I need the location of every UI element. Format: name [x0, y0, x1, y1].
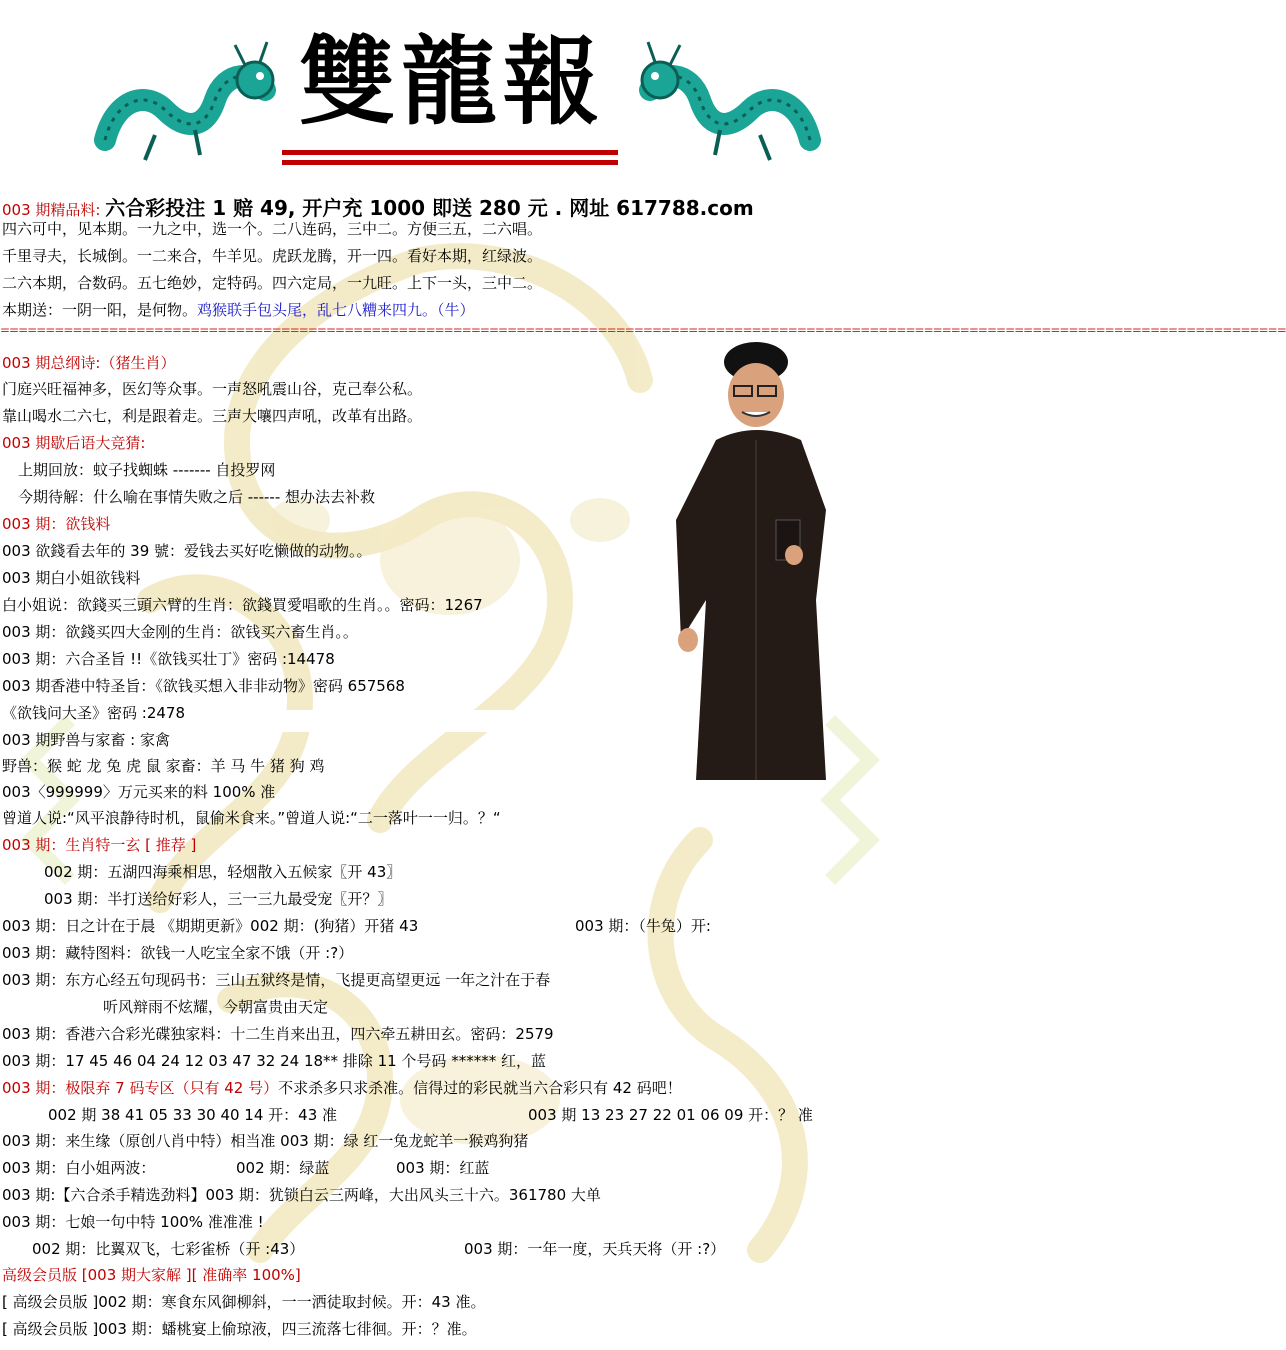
masthead — [0, 0, 900, 192]
text-segment: 003 期：白小姐两波： — [2, 1159, 156, 1177]
section-heading: 003 期总纲诗:（猪生肖） — [2, 354, 176, 372]
gift-line — [2, 297, 900, 323]
text-segment: 003 期：极限弃 7 码专区（只有 42 号） — [2, 1079, 279, 1097]
text-segment: 003 期：日之计在于晨 《期期更新》002 期：(狗猪）开猪 43 — [2, 917, 419, 935]
ad-text: 六合彩投注 1 赔 49, 开户充 1000 即送 280 元 . 网址 617788.com — [105, 196, 754, 220]
text-line: 听风辩雨不炫耀，今朝富贵由天定 — [103, 998, 329, 1016]
text-line: 003 期：香港六合彩光碟独家料：十二生肖来出丑，四六牵五耕田玄。密码：2579 — [2, 1025, 554, 1043]
text-line: 003 期：东方心经五句现码书：三山五狱终是情，飞提更高望更远 一年之汁在于春 — [2, 971, 551, 989]
text-line: 曾道人说:“风平浪静待时机，鼠偷米食来。”曾道人说:“二一落叶一一归。？“ — [2, 809, 501, 827]
section-heading: 003 期：欲钱料 — [2, 515, 111, 533]
section-heading: 003 期歇后语大竞猜: — [2, 434, 146, 452]
text-segment: 003 期：一年一度，天兵天将（开 :?） — [464, 1240, 726, 1258]
text-segment: 003 期：红蓝 — [396, 1159, 490, 1177]
text-line: [ 高级会员版 ]002 期：寒食东风御柳斜，一一洒徒取封候。开：43 准。 — [2, 1293, 486, 1311]
text-line — [2, 1236, 900, 1262]
text-line: 门庭兴旺福神多，医幻等众事。一声怒吼震山谷，克己奉公私。 — [2, 380, 423, 398]
text-line: 今期待解：什么喻在事情失败之后 ------ 想办法去补救 — [18, 488, 376, 506]
text-segment: 不求杀多只求杀准。信得过的彩民就当六合彩只有 42 码吧！ — [278, 1079, 682, 1097]
text-line — [2, 1155, 900, 1181]
left-dragon-icon — [95, 40, 275, 170]
poem-line: 四六可中，见本期。一九之中，选一个。二八连码，三中二。方便三五，二六唱。 — [2, 220, 543, 238]
text-segment: 003 期：（牛兔）开: — [575, 917, 711, 935]
section-heading: 003 期：生肖特一玄 [ 推荐 ] — [2, 836, 197, 854]
separator: ============================================================================================================================================== — [0, 323, 1286, 337]
text-line: 白小姐说：欲錢买三頭六臂的生肖：欲錢買愛唱歌的生肖。。密码：1267 — [2, 596, 483, 614]
text-line: 003 期野兽与家畜 : 家禽 — [2, 731, 170, 749]
newspaper-title: 雙龍報 — [299, 25, 605, 138]
text-line: 003 期香港中特圣旨：《欲钱买想入非非动物》密码 657568 — [2, 677, 405, 695]
text-line: 003 期白小姐欲钱料 — [2, 569, 141, 587]
poem-line: 二六本期，合数码。五七绝妙，定特码。四六定局，一九旺。上下一头，三中二。 — [2, 274, 543, 292]
text-segment: 003 期 13 23 27 22 01 06 09 开：？ 准 — [528, 1106, 813, 1124]
text-segment: 002 期 38 41 05 33 30 40 14 开：43 准 — [48, 1106, 338, 1124]
text-segment: 002 期：绿蓝 — [236, 1159, 330, 1177]
text-line: 靠山喝水二六七，利是跟着走。三声大嚷四声吼，改革有出路。 — [2, 407, 423, 425]
text-line — [2, 913, 900, 939]
text-line: 003 期：欲錢买四大金刚的生肖：欲钱买六畜生肖。。 — [2, 623, 358, 641]
text-line: 003 欲錢看去年的 39 號：爱钱去买好吃懒做的动物。。 — [2, 542, 372, 560]
section-heading: 高级会员版 [003 期大家解 ][ 准确率 100%] — [2, 1266, 301, 1284]
text-line: 002 期：五湖四海乘相思，轻烟散入五候家〖开 43〗 — [44, 863, 402, 881]
text-line: 003 期：17 45 46 04 24 12 03 47 32 24 18** 排除 11 个号码 ****** 红，蓝 — [2, 1052, 546, 1070]
gift-prefix: 本期送：一阴一阳，是何物。 — [2, 301, 198, 319]
text-line: 003 期：藏特图料：欲钱一人吃宝全家不饿（开 :?） — [2, 944, 354, 962]
text-line: 003 期：七娘一句中特 100% 准准准 ! — [2, 1213, 264, 1231]
poem-line: 千里寻夫，长城倒。一二来合，牛羊见。虎跃龙腾，开一四。看好本期，红绿波。 — [2, 247, 543, 265]
text-line: 上期回放：蚊子找蜘蛛 ------- 自投罗网 — [18, 461, 276, 479]
title-underline — [282, 160, 618, 165]
text-segment: 002 期：比翼双飞，七彩雀桥（开 :43） — [32, 1240, 305, 1258]
gift-riddle: 鸡猴联手包头尾，乱七八糟来四九。（牛） — [197, 301, 475, 319]
right-dragon-icon — [640, 40, 820, 170]
title-underline — [282, 150, 618, 155]
text-line: 《欲钱问大圣》密码 :2478 — [2, 704, 185, 722]
text-line: 003〈999999〉万元买来的料 100% 准 — [2, 783, 276, 801]
text-line: 003 期：六合圣旨 !!《欲钱买壮丁》密码 :14478 — [2, 650, 335, 668]
text-line: [ 高级会员版 ]003 期：蟠桃宴上偷琼液，四三流落七徘徊。开：？准。 — [2, 1320, 477, 1338]
text-line — [2, 1102, 900, 1128]
text-line: 003 期：来生缘（原创八肖中特）相当准 003 期：绿 红一兔龙蛇羊一猴鸡狗猪 — [2, 1132, 529, 1150]
text-line: 003 期:【六合杀手精选劲料】003 期：犹锁白云三两峰，大出风头三十六。361780 大单 — [2, 1186, 601, 1204]
text-line: 003 期：半打送给好彩人，三一三九最受宠〖开？〗 — [44, 890, 393, 908]
ad-label: 003 期精品料: — [2, 201, 101, 219]
text-line — [2, 1075, 900, 1101]
text-line: 野兽：猴 蛇 龙 兔 虎 鼠 家畜：羊 马 牛 猪 狗 鸡 — [2, 757, 325, 775]
